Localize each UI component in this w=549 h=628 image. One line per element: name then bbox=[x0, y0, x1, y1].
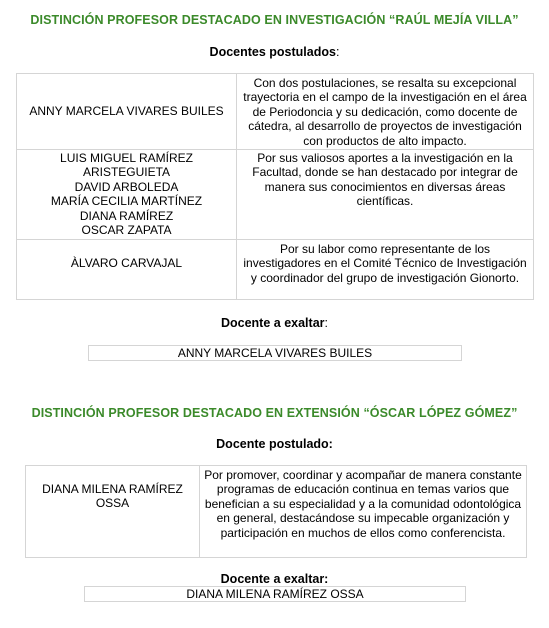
table-row bbox=[26, 466, 527, 558]
section1-honoree-label: Docente a exaltar: bbox=[220, 316, 328, 330]
candidate-name: MARÍA CECILIA MARTÍNEZ bbox=[50, 194, 203, 209]
section1-candidates-label: Docentes postulados: bbox=[209, 45, 340, 59]
candidate-reason: Por sus valiosos aportes a la investigación en la Facultad, donde se han destacado por integrar de manera sus conocimientos en diversas áreas científicas. bbox=[237, 150, 534, 240]
candidate-reason: Con dos postulaciones, se resalta su excepcional trayectoria en el campo de la investigación en el área de Periodoncia y su dedicación, como docente de cátedra, al desarrollo de proyectos de investigación con productos de alto impacto. bbox=[237, 74, 534, 150]
candidate-name: LUIS MIGUEL RAMÍREZ ARISTEGUIETA bbox=[60, 151, 193, 180]
section2-honoree-box: DIANA MILENA RAMÍREZ OSSA bbox=[84, 586, 466, 602]
candidate-name: DIANA MILENA RAMÍREZ OSSA bbox=[26, 466, 200, 558]
table-row bbox=[17, 74, 534, 150]
table-row bbox=[17, 150, 534, 240]
section2-honoree-label: Docente a exaltar: bbox=[220, 572, 329, 586]
section2-candidates-label: Docente postulado: bbox=[216, 437, 333, 451]
candidate-name: ÀLVARO CARVAJAL bbox=[17, 240, 237, 300]
section1-honoree-box: ANNY MARCELA VIVARES BUILES bbox=[88, 345, 462, 361]
candidate-reason: Por su labor como representante de los investigadores en el Comité Técnico de Investigación y coordinador del grupo de investigación Gionorto. bbox=[237, 240, 534, 300]
section2-title: DISTINCIÓN PROFESOR DESTACADO EN EXTENSIÓN “ÓSCAR LÓPEZ GÓMEZ” bbox=[31, 406, 518, 420]
candidate-name: OSCAR ZAPATA bbox=[81, 223, 172, 238]
section1-title: DISTINCIÓN PROFESOR DESTACADO EN INVESTIGACIÓN “RAÚL MEJÍA VILLA” bbox=[30, 13, 519, 27]
candidate-name: DAVID ARBOLEDA bbox=[74, 179, 179, 194]
candidate-names bbox=[17, 150, 237, 240]
section2-candidates-table bbox=[25, 465, 527, 558]
table-row bbox=[17, 240, 534, 300]
candidate-reason: Por promover, coordinar y acompañar de manera constante programas de educación continua en temas varios que benefician a su especialidad y a la comunidad odontológica en general, destacándose su impecable organización y participación en muchos de ellos como conferencista. bbox=[200, 466, 527, 558]
candidate-name: DIANA RAMÍREZ bbox=[79, 208, 174, 223]
section1-candidates-table bbox=[16, 73, 534, 300]
candidate-name: ANNY MARCELA VIVARES BUILES bbox=[17, 74, 237, 150]
